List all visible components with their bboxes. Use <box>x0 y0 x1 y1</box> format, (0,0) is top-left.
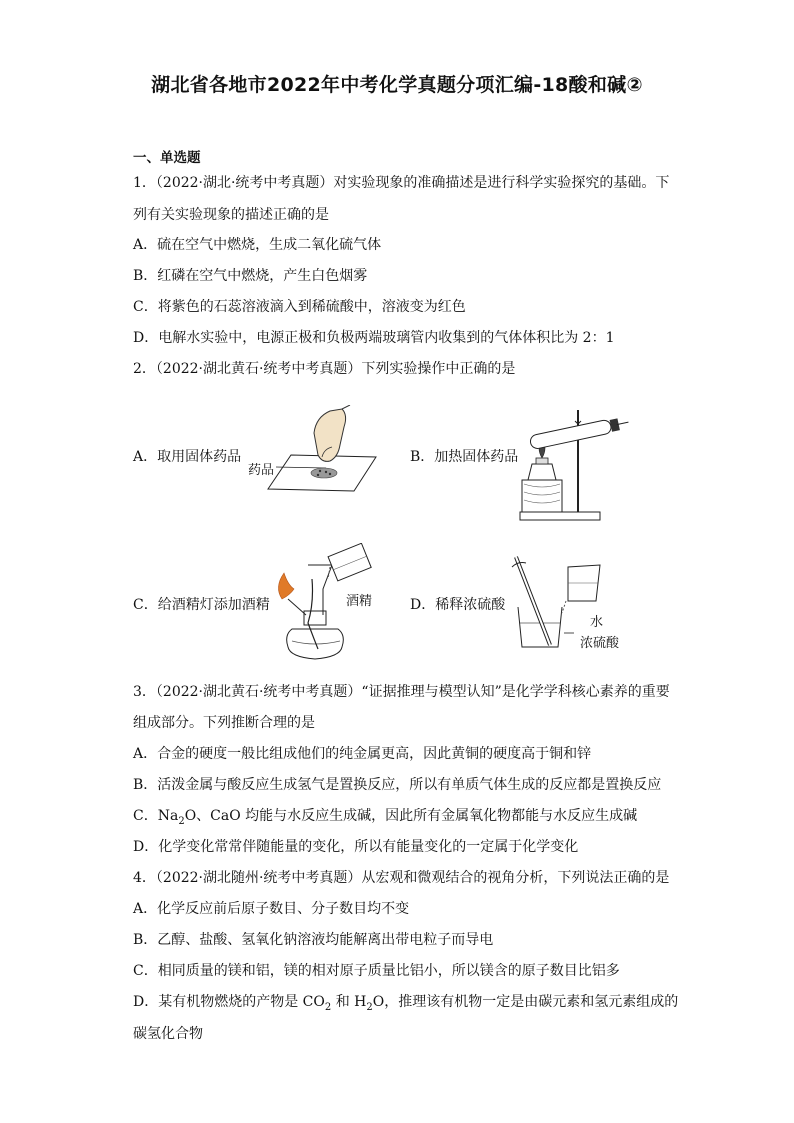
section-heading: 一、单选题 <box>133 150 201 166</box>
q1-option-d: D．电解水实验中，电源正极和负极两端玻璃管内收集到的气体体积比为 2：1 <box>133 330 615 346</box>
q1-stem-line2: 列有关实验现象的描述正确的是 <box>133 207 329 223</box>
q3-stem-line2: 组成部分。下列推断合理的是 <box>133 715 315 731</box>
page-title: 湖北省各地市2022年中考化学真题分项汇编-18酸和碱② <box>151 74 643 96</box>
q3-option-d: D．化学变化常常伴随能量的变化，所以有能量变化的一定属于化学变化 <box>133 839 579 855</box>
q3-stem-line1: 3．（2022·湖北黄石·统考中考真题）“证据推理与模型认知”是化学学科核心素养的重要 <box>133 684 670 700</box>
q2-option-b: B．加热固体药品 <box>410 449 519 465</box>
q2-a-label: 药品 <box>248 463 275 478</box>
q4-option-a: A．化学反应前后原子数目、分子数目均不变 <box>133 901 410 917</box>
q4-option-c: C．相同质量的镁和铝，镁的相对原子质量比铝小，所以镁含的原子数目比铝多 <box>133 963 620 979</box>
q4-option-b: B．乙醇、盐酸、氢氧化钠溶液均能解离出带电粒子而导电 <box>133 932 494 948</box>
q3-option-c: C．$Na_2O$、CaO 均能与水反应生成碱，因此所有金属氧化物都能与水反应生成碱 <box>133 808 638 827</box>
q2-option-d: D．稀释浓硫酸 <box>410 597 506 613</box>
q1-option-a: A．硫在空气中燃烧，生成二氧化硫气体 <box>133 237 382 253</box>
q2-d-label-acid: 浓硫酸 <box>580 636 620 651</box>
q2-stem: 2．（2022·湖北黄石·统考中考真题）下列实验操作中正确的是 <box>133 361 516 377</box>
q2-option-a: A．取用固体药品 <box>133 449 242 465</box>
q1-option-b: B．红磷在空气中燃烧，产生白色烟雾 <box>133 268 368 284</box>
q4-option-d: D．某有机物燃烧的产物是 $CO_2$ 和 $H_2O$，推理该有机物一定是由碳元素和氢元素组成的 <box>133 994 679 1013</box>
take-solid-figure <box>246 405 381 495</box>
q2-option-c: C．给酒精灯添加酒精 <box>133 597 270 613</box>
q4-option-d-line2: 碳氢化合物 <box>133 1026 203 1042</box>
q3-option-b: B．活泼金属与酸反应生成氢气是置换反应，所以有单质气体生成的反应都是置换反应 <box>133 777 662 793</box>
q3-option-a: A．合金的硬度一般比组成他们的纯金属更高，因此黄铜的硬度高于铜和锌 <box>133 746 592 762</box>
q2-d-label-water: 水 <box>590 615 604 630</box>
heat-solid-figure <box>518 408 630 523</box>
q2-c-label: 酒精 <box>346 594 373 609</box>
q1-stem-line1: 1．（2022·湖北·统考中考真题）对实验现象的准确描述是进行科学实验探究的基础。下 <box>133 175 670 191</box>
q4-stem: 4．（2022·湖北随州·统考中考真题）从宏观和微观结合的视角分析，下列说法正确的是 <box>133 870 670 886</box>
q1-option-c: C．将紫色的石蕊溶液滴入到稀硫酸中，溶液变为红色 <box>133 299 466 315</box>
